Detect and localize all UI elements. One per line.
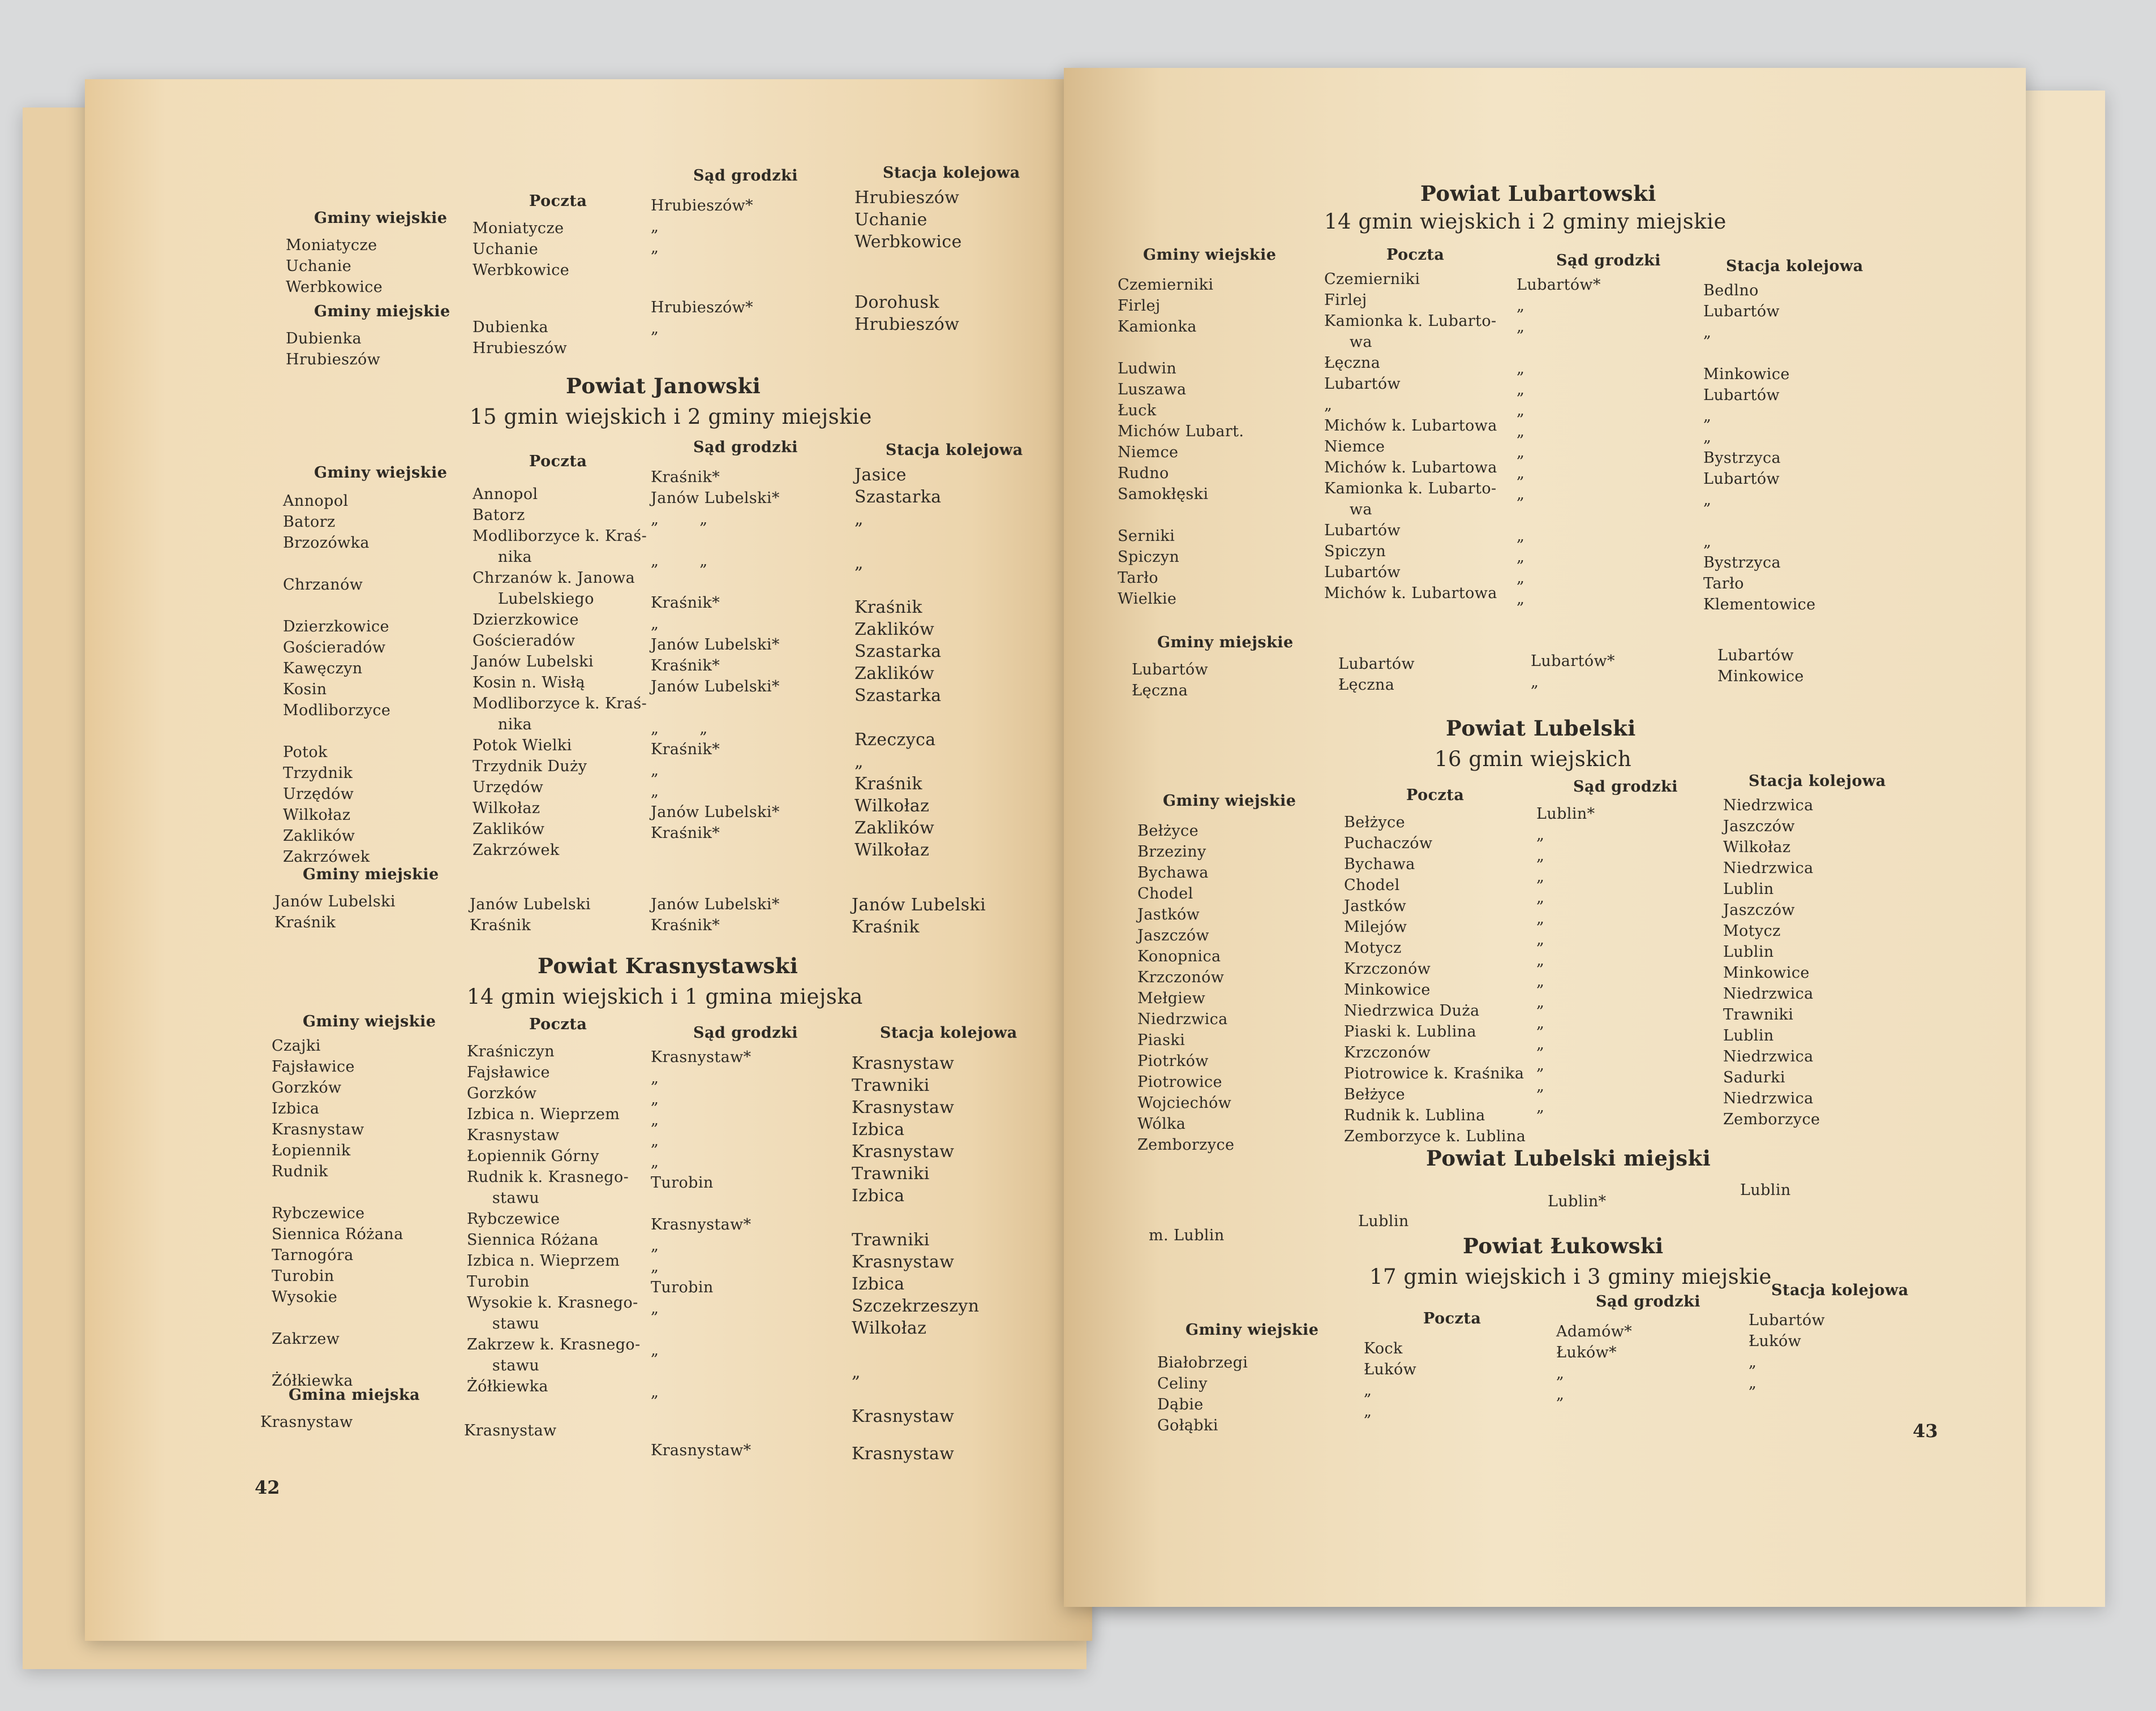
janowski-miejskie-sad: Janów Lubelski* Kraśnik* bbox=[651, 896, 780, 934]
lubartowski-miejskie-poczta: Lubartów Łęczna bbox=[1338, 655, 1415, 694]
lubelski-subtitle: 16 gmin wiejskich bbox=[1435, 747, 1632, 771]
hrubieszow-urban-sad: Hrubieszów* „ bbox=[651, 299, 754, 337]
lubartowski-gminy: Czemierniki Firlej Kamionka Ludwin Luszawa Łuck Michów Lubart. Niemce Rudno Samokłęski Serniki Spiczyn Tarło Wielkie bbox=[1118, 276, 1244, 608]
lubartowski-sad: Lubartów* „ „ „ „ „ „ „ „ „ „ „ „ „ bbox=[1517, 276, 1601, 608]
krasnystawski-miejska-stacja: Krasnystaw bbox=[852, 1444, 955, 1464]
krasnystawski-stacja: Krasnystaw Trawniki Krasnystaw Izbica Krasnystaw Trawniki Izbica Trawniki Krasnystaw Izbica Szczekrzeszyn Wilkołaz „ Krasnystaw bbox=[852, 1054, 980, 1426]
lukowski-sad: Adamów* Łuków* „ „ bbox=[1556, 1323, 1633, 1403]
hrubieszow-rural-poczta: Moniatycze Uchanie Werbkowice bbox=[473, 220, 570, 279]
lubartowski-header-poczta: Poczta bbox=[1386, 246, 1445, 264]
krasnystawski-miejska-sad: Krasnystaw* bbox=[651, 1442, 751, 1459]
janowski-sad: Kraśnik* Janów Lubelski* „ „ „ „ Kraśnik* „ Janów Lubelski* Kraśnik* Janów Lubelski* „ „ Kraśnik* „ „ Janów Lubelski* Kraśnik* bbox=[651, 468, 780, 842]
hrubieszow-header-miejskie: Gminy miejskie bbox=[314, 303, 450, 320]
krasnystawski-header-poczta: Poczta bbox=[529, 1016, 587, 1033]
lubartowski-miejskie-stacja: Lubartów Minkowice bbox=[1717, 647, 1804, 685]
hrubieszow-header-stacja: Stacja kolejowa bbox=[883, 164, 1020, 182]
lukowski-poczta: Kock Łuków „ „ bbox=[1364, 1340, 1417, 1420]
lubelski-miejski-title: Powiat Lubelski miejski bbox=[1426, 1146, 1711, 1171]
left-page bbox=[85, 79, 1092, 1641]
lukowski-header-sad: Sąd grodzki bbox=[1596, 1293, 1701, 1310]
krasnystawski-gminy: Czajki Fajsławice Gorzków Izbica Krasnystaw Łopiennik Rudnik Rybczewice Siennica Różana Tarnogóra Turobin Wysokie Zakrzew Żółkiewka bbox=[272, 1037, 403, 1390]
janowski-subtitle: 15 gmin wiejskich i 2 gminy miejskie bbox=[470, 405, 872, 429]
hrubieszow-rural-stacja: Hrubieszów Uchanie Werbkowice bbox=[854, 188, 962, 252]
janowski-poczta: Annopol Batorz Modliborzyce k. Kraś- nika Chrzanów k. Janowa Lubelskiego Dzierzkowice Gościeradów Janów Lubelski Kosin n. Wisłą Modliborzyce k. Kraś- nika Potok Wielki Trzydnik Duży Urzędów Wilkołaz Zaklików Zakrzówek bbox=[473, 485, 647, 859]
hrubieszow-header-gminy: Gminy wiejskie bbox=[314, 209, 448, 227]
lubartowski-title: Powiat Lubartowski bbox=[1420, 181, 1656, 206]
krasnystawski-header-miejska: Gmina miejska bbox=[289, 1386, 420, 1404]
lubelski-header-poczta: Poczta bbox=[1406, 786, 1464, 804]
lubelski-miejski-gmina: m. Lublin bbox=[1149, 1227, 1225, 1244]
lubelski-poczta: Bełżyce Puchaczów Bychawa Chodel Jastków Milejów Motycz Krzczonów Minkowice Niedrzwica Duża Piaski k. Lublina Krzczonów Piotrowice k. Kraśnika Bełżyce Rudnik k. Lublina Zemborzyce k. Lublina bbox=[1344, 814, 1526, 1145]
left-page-number: 42 bbox=[255, 1477, 280, 1498]
right-page-number: 43 bbox=[1913, 1420, 1938, 1442]
krasnystawski-miejska-poczta: Krasnystaw bbox=[464, 1422, 557, 1439]
lubelski-header-stacja: Stacja kolejowa bbox=[1749, 772, 1886, 790]
hrubieszow-header-poczta: Poczta bbox=[529, 192, 587, 210]
janowski-miejskie-gminy: Janów Lubelski Kraśnik bbox=[274, 893, 396, 931]
krasnystawski-poczta: Kraśniczyn Fajsławice Gorzków Izbica n. Wieprzem Krasnystaw Łopiennik Górny Rudnik k. Krasnego- stawu Rybczewice Siennica Różana Izbica n. Wieprzem Turobin Wysokie k. Krasnego- stawu Zakrzew k. Krasnego- stawu Żółkiewka bbox=[467, 1043, 641, 1395]
lubelski-header-gminy: Gminy wiejskie bbox=[1163, 792, 1296, 810]
janowski-title: Powiat Janowski bbox=[566, 373, 761, 398]
lubelski-title: Powiat Lubelski bbox=[1446, 716, 1636, 741]
lubelski-miejski-poczta: Lublin bbox=[1358, 1213, 1409, 1230]
lukowski-header-gminy: Gminy wiejskie bbox=[1186, 1321, 1319, 1339]
lubartowski-stacja: Bedlno Lubartów „ Minkowice Lubartów „ „ Bystrzyca Lubartów „ „ Bystrzyca Tarło Klementowice bbox=[1703, 282, 1816, 613]
lukowski-header-poczta: Poczta bbox=[1423, 1310, 1481, 1327]
lubartowski-poczta: Czemierniki Firlej Kamionka k. Lubarto- wa Łęczna Lubartów „ Michów k. Lubartowa Niemce Michów k. Lubartowa Kamionka k. Lubarto- wa Lubartów Spiczyn Lubartów Michów k. Lubartowa bbox=[1324, 270, 1497, 602]
lukowski-stacja: Lubartów Łuków „ „ bbox=[1749, 1312, 1826, 1392]
lukowski-gminy: Białobrzegi Celiny Dąbie Gołąbki bbox=[1157, 1354, 1248, 1434]
lubelski-gminy: Bełżyce Brzeziny Bychawa Chodel Jastków Jaszczów Konopnica Krzczonów Mełgiew Niedrzwica Piaski Piotrków Piotrowice Wojciechów Wólka Zemborzyce bbox=[1137, 822, 1235, 1154]
janowski-header-gminy: Gminy wiejskie bbox=[314, 464, 448, 482]
krasnystawski-header-gminy: Gminy wiejskie bbox=[303, 1013, 436, 1030]
janowski-header-miejskie: Gminy miejskie bbox=[303, 866, 439, 883]
lubelski-sad: Lublin* „ „ „ „ „ „ „ „ „ „ „ „ „ „ bbox=[1536, 805, 1595, 1116]
lukowski-subtitle: 17 gmin wiejskich i 3 gminy miejskie bbox=[1369, 1265, 1772, 1289]
lubartowski-subtitle: 14 gmin wiejskich i 2 gminy miejskie bbox=[1324, 209, 1726, 234]
janowski-miejskie-poczta: Janów Lubelski Kraśnik bbox=[470, 896, 591, 934]
janowski-stacja: Jasice Szastarka „ „ Kraśnik Zaklików Szastarka Zaklików Szastarka Rzeczyca „ Kraśnik Wilkołaz Zaklików Wilkołaz bbox=[854, 465, 942, 860]
janowski-miejskie-stacja: Janów Lubelski Kraśnik bbox=[852, 895, 986, 937]
hrubieszow-rural-gminy: Moniatycze Uchanie Werbkowice bbox=[286, 237, 383, 296]
hrubieszow-urban-stacja: Dorohusk Hrubieszów bbox=[854, 293, 960, 334]
lukowski-title: Powiat Łukowski bbox=[1463, 1233, 1664, 1258]
janowski-header-sad: Sąd grodzki bbox=[693, 439, 798, 456]
hrubieszow-urban-gminy: Dubienka Hrubieszów bbox=[286, 330, 381, 368]
krasnystawski-header-sad: Sąd grodzki bbox=[693, 1024, 798, 1042]
krasnystawski-sad: Krasnystaw* „ „ „ „ „ Turobin Krasnystaw* „ „ Turobin „ „ „ bbox=[651, 1048, 751, 1401]
lubelski-stacja: Niedrzwica Jaszczów Wilkołaz Niedrzwica Lublin Jaszczów Motycz Lublin Minkowice Niedrzwica Trawniki Lublin Niedrzwica Sadurki Niedrzwica Zemborzyce bbox=[1723, 797, 1820, 1128]
lubelski-miejski-sad: Lublin* bbox=[1548, 1193, 1607, 1210]
janowski-header-stacja: Stacja kolejowa bbox=[886, 441, 1023, 459]
lukowski-header-stacja: Stacja kolejowa bbox=[1771, 1282, 1909, 1299]
krasnystawski-subtitle: 14 gmin wiejskich i 1 gmina miejska bbox=[467, 985, 863, 1009]
lubartowski-miejskie-gminy: Lubartów Łęczna bbox=[1132, 661, 1209, 699]
lubartowski-miejskie-sad: Lubartów* „ bbox=[1531, 652, 1615, 691]
krasnystawski-title: Powiat Krasnystawski bbox=[538, 953, 798, 978]
lubartowski-header-stacja: Stacja kolejowa bbox=[1726, 257, 1863, 275]
janowski-header-poczta: Poczta bbox=[529, 453, 587, 470]
lubelski-header-sad: Sąd grodzki bbox=[1573, 778, 1678, 796]
krasnystawski-miejska-gmina: Krasnystaw bbox=[260, 1413, 353, 1431]
hrubieszow-header-sad: Sąd grodzki bbox=[693, 167, 798, 184]
janowski-gminy: Annopol Batorz Brzozówka Chrzanów Dzierzkowice Gościeradów Kawęczyn Kosin Modliborzyce Potok Trzydnik Urzędów Wilkołaz Zaklików Zakrzówek bbox=[283, 492, 391, 866]
hrubieszow-rural-sad: Hrubieszów* „ „ bbox=[651, 197, 754, 256]
lubelski-miejski-stacja: Lublin bbox=[1740, 1181, 1791, 1199]
hrubieszow-urban-poczta: Dubienka Hrubieszów bbox=[473, 319, 568, 357]
lubartowski-header-sad: Sąd grodzki bbox=[1556, 252, 1661, 269]
right-page bbox=[1064, 68, 2026, 1607]
lubartowski-header-gminy: Gminy wiejskie bbox=[1143, 246, 1277, 264]
lubartowski-header-miejskie: Gminy miejskie bbox=[1157, 634, 1294, 651]
krasnystawski-header-stacja: Stacja kolejowa bbox=[880, 1024, 1017, 1042]
